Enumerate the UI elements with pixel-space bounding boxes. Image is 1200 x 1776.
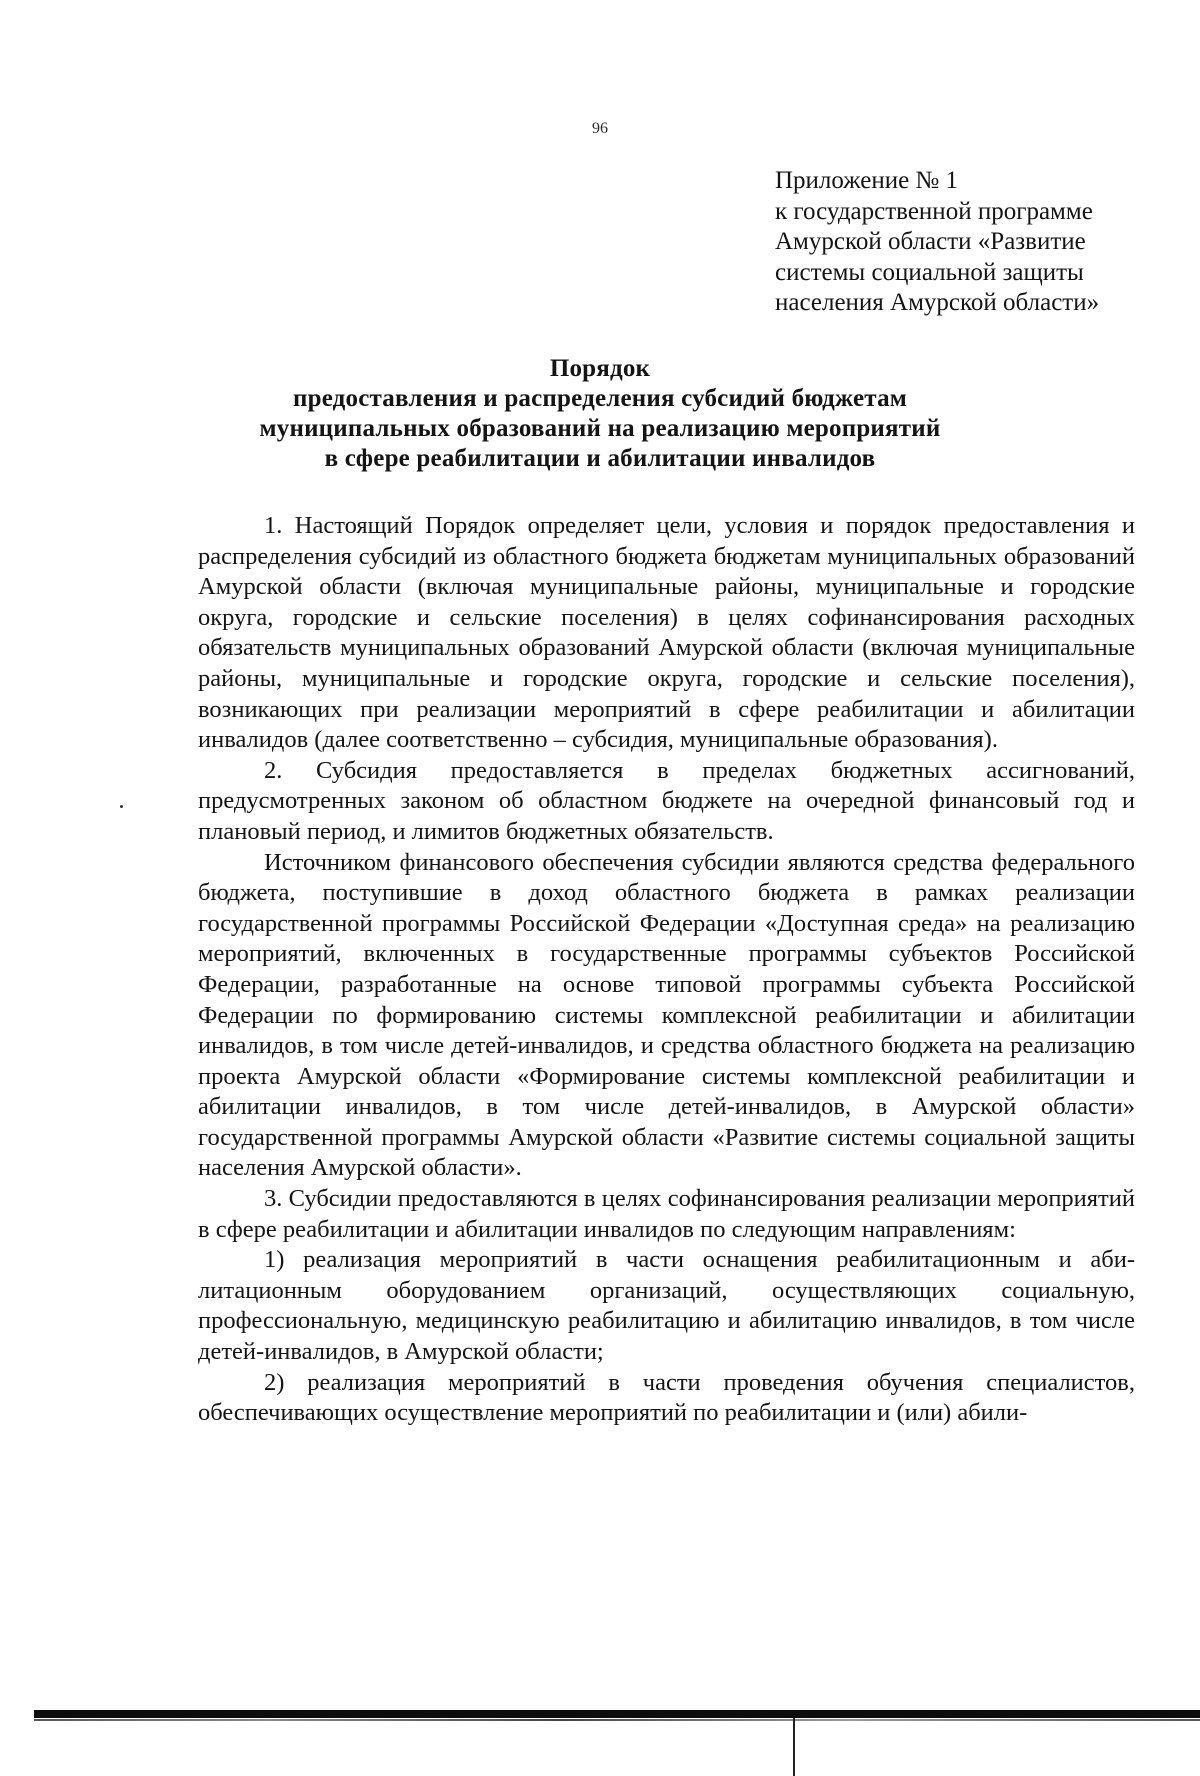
list-item-2: 2) реализация мероприятий в части проведения обучения специалистов, обеспечивающих осуществление мероприятий по реабилитации и (или) абили- <box>198 1368 1135 1427</box>
paragraph-3: Источником финансового обеспечения субсидии являются средства федерального бюджета, поступившие в доход областного бюджета в рамках реализации государственной программы Российской Федерации «Доступная среда» на реализацию мероприятий, включенных в государственные программы субъектов Российской Федерации, разработанные на основе типовой программы субъекта Российской Федерации по формированию системы комплексной реабилитации и абилитации инвалидов, в том числе детей-инвалидов, и средства областного бюджета на реализацию проекта Амурской области «Формирование системы комплексной реабилитации и абилитации инвалидов, в том числе детей-инвалидов, в Амурской области» государственной программы Амурской области «Развитие системы социальной защиты населения Амурской области». <box>198 848 1135 1182</box>
document-body <box>198 511 1135 1429</box>
appendix-line: системы социальной защиты <box>775 258 1084 286</box>
appendix-line: к государственной программе <box>775 197 1093 225</box>
appendix-header <box>775 166 1135 319</box>
title-line: предоставления и распределения субсидий бюджетам <box>292 385 908 412</box>
document-title <box>0 354 1200 474</box>
scan-speck <box>120 805 123 808</box>
paragraph-2: 2. Субсидия предоставляется в пределах бюджетных ассигнований, предусмотренных законом об областном бюджете на очередной финансовый год и плановый период, и лимитов бюджетных обязательств. <box>198 756 1135 845</box>
title-line: муниципальных образований на реализацию мероприятий <box>259 415 941 442</box>
paragraph-1: 1. Настоящий Порядок определяет цели, условия и порядок предоставления и распределения субсидий из областного бюджета бюджетам муниципальных образований Амурской области (включая муниципальные районы, муниципальные и городские округа, городские и сельские поселения) в целях софинансирования расходных обязательств муниципальных образований Амурской области (включая муниципальные районы, муниципальные и городские округа, городские и сельские поселения), возникающих при реализации мероприятий в сфере реабилитации и абилитации инвалидов (далее соответственно – субсидия, муниципальные образования). <box>198 512 1135 754</box>
scan-edge-line <box>34 1719 1200 1721</box>
scan-edge-bar <box>34 1710 1200 1718</box>
scan-edge-tick <box>793 1718 795 1776</box>
appendix-line: Приложение № 1 <box>775 167 959 194</box>
title-line: Порядок <box>549 355 651 382</box>
appendix-line: Амурской области «Развитие <box>775 228 1086 255</box>
appendix-line: населения Амурской области» <box>775 289 1100 316</box>
list-item-1: 1) реализация мероприятий в части оснащения реабилитационным и абилитационным оборудованием организаций, осуществляющих социальную, профессиональную, медицинскую реабилитацию и абилитацию инвалидов, в том числе детей-инвалидов, в Амурской области; <box>198 1246 1135 1366</box>
page-number: 96 <box>592 120 608 137</box>
paragraph-4: 3. Субсидии предоставляются в целях софинансирования реализации мероприятий в сфере реабилитации и абилитации инвалидов по следующим направлениям: <box>198 1185 1135 1243</box>
title-line: в сфере реабилитации и абилитации инвалидов <box>324 445 876 472</box>
